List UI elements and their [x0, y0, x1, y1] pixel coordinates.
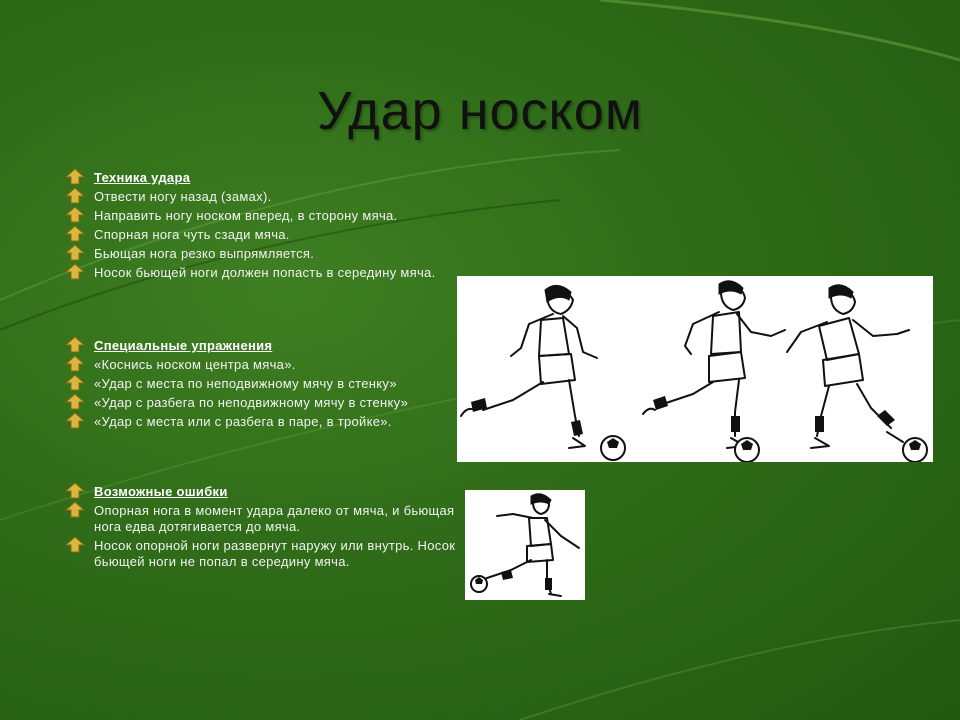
diamond-arrow-bullet-icon: [64, 168, 86, 186]
errors-heading: [64, 484, 464, 500]
kick-sequence-illustration: [457, 276, 933, 462]
kick-error-illustration: [465, 490, 585, 600]
diamond-arrow-bullet-icon: [64, 355, 86, 373]
list-item-text: Бьющая нога резко выпрямляется.: [94, 246, 315, 261]
list-item-text: «Удар с места по неподвижному мячу в стенку»: [94, 376, 397, 391]
player-figure: [461, 285, 597, 448]
technique-section: [64, 170, 464, 284]
technique-heading: [64, 170, 464, 186]
list-item-text: «Удар с места или с разбега в паре, в тройке».: [94, 414, 392, 429]
list-item: [64, 538, 464, 570]
diamond-arrow-bullet-icon: [64, 206, 86, 224]
exercises-section: [64, 338, 464, 433]
diamond-arrow-bullet-icon: [64, 187, 86, 205]
diamond-arrow-bullet-icon: [64, 501, 86, 519]
exercises-heading-text: Специальные упражнения: [94, 338, 273, 353]
diamond-arrow-bullet-icon: [64, 336, 86, 354]
list-item: [64, 395, 444, 411]
diamond-arrow-bullet-icon: [64, 393, 86, 411]
slide-title: Удар носком: [317, 81, 643, 141]
list-item: [64, 376, 464, 392]
list-item: [64, 357, 464, 373]
list-item: [64, 189, 464, 205]
list-item: [64, 208, 464, 224]
exercises-heading: [64, 338, 464, 354]
list-item-text: Отвести ногу назад (замах).: [94, 189, 272, 204]
list-item: [64, 414, 464, 430]
errors-heading-text: Возможные ошибки: [94, 484, 228, 499]
diamond-arrow-bullet-icon: [64, 482, 86, 500]
diamond-arrow-bullet-icon: [64, 412, 86, 430]
technique-heading-text: Техника удара: [94, 170, 191, 185]
list-item-text: «Коснись носком центра мяча».: [94, 357, 296, 372]
errors-section: [64, 484, 464, 573]
list-item-text: Спорная нога чуть сзади мяча.: [94, 227, 290, 242]
player-figure: [787, 285, 909, 448]
player-figure: [643, 281, 785, 448]
list-item-text: Опорная нога в момент удара далеко от мяча, и бьющая нога едва дотягивается до мяча.: [94, 503, 455, 534]
list-item-text: Направить ногу носком вперед, в сторону мяча.: [94, 208, 398, 223]
player-figure: [481, 494, 579, 596]
diamond-arrow-bullet-icon: [64, 225, 86, 243]
list-item-text: Носок опорной ноги развернут наружу или внутрь. Носок бьющей ноги не попал в середину мяча.: [94, 538, 456, 569]
diamond-arrow-bullet-icon: [64, 263, 86, 281]
list-item-text: Носок бьющей ноги должен попасть в середину мяча.: [94, 265, 436, 280]
diamond-arrow-bullet-icon: [64, 374, 86, 392]
list-item: [64, 503, 464, 535]
list-item: [64, 246, 464, 262]
list-item-text: «Удар с разбега по неподвижному мячу в стенку»: [94, 395, 409, 410]
diamond-arrow-bullet-icon: [64, 536, 86, 554]
diamond-arrow-bullet-icon: [64, 244, 86, 262]
list-item: [64, 265, 454, 281]
list-item: [64, 227, 464, 243]
